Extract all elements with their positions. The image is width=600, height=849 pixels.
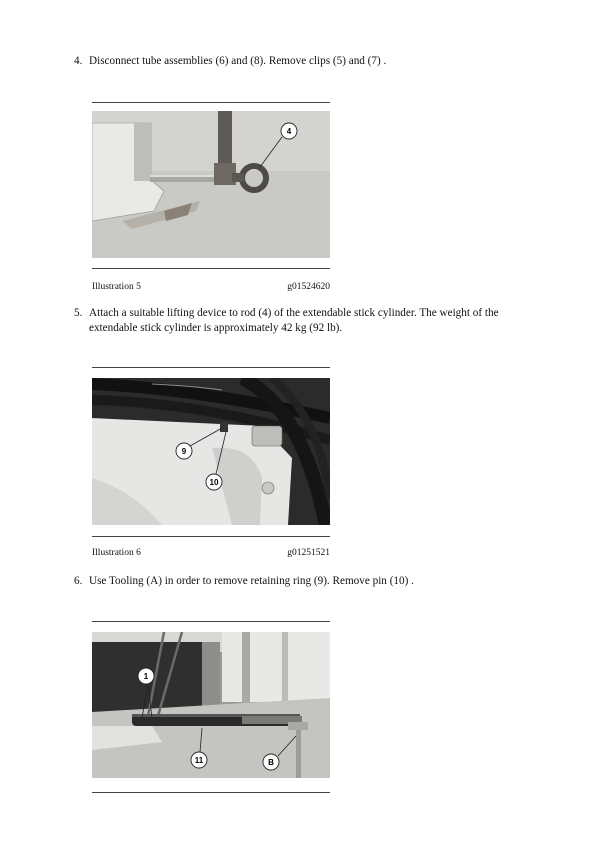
step-text: Use Tooling (A) in order to remove retaining ring (9). Remove pin (10) .	[89, 575, 414, 587]
illustration-code: g01251521	[287, 548, 330, 558]
step-number: 6.	[74, 575, 83, 587]
illustration-bottom-rule	[92, 792, 330, 793]
svg-text:4: 4	[286, 127, 292, 136]
illustration-top-rule	[92, 102, 330, 103]
svg-text:11: 11	[194, 756, 204, 765]
svg-text:10: 10	[209, 478, 219, 487]
svg-text:1: 1	[143, 672, 149, 681]
step-text: Disconnect tube assemblies (6) and (8). Remove clips (5) and (7) .	[89, 55, 387, 67]
step-6	[74, 574, 534, 589]
svg-text:B: B	[268, 758, 274, 767]
step-text: Attach a suitable lifting device to rod (4) of the extendable stick cylinder. The weight of the extendable stick cylinder is approximately 42 kg (92 lb).	[89, 307, 499, 334]
step-5	[74, 306, 534, 336]
illustration-top-rule	[92, 621, 330, 622]
illustration-5-photo	[92, 111, 330, 258]
step-number: 4.	[74, 55, 83, 67]
illustration-bottom-rule	[92, 268, 330, 269]
illustration-label: Illustration 5	[92, 282, 141, 292]
illustration-7-photo	[92, 632, 330, 778]
step-number: 5.	[74, 307, 83, 319]
step-4	[74, 54, 534, 69]
illustration-label: Illustration 6	[92, 548, 141, 558]
illustration-code: g01524620	[287, 282, 330, 292]
illustration-6-photo	[92, 378, 330, 525]
illustration-bottom-rule	[92, 536, 330, 537]
svg-text:9: 9	[181, 447, 187, 456]
illustration-top-rule	[92, 367, 330, 368]
